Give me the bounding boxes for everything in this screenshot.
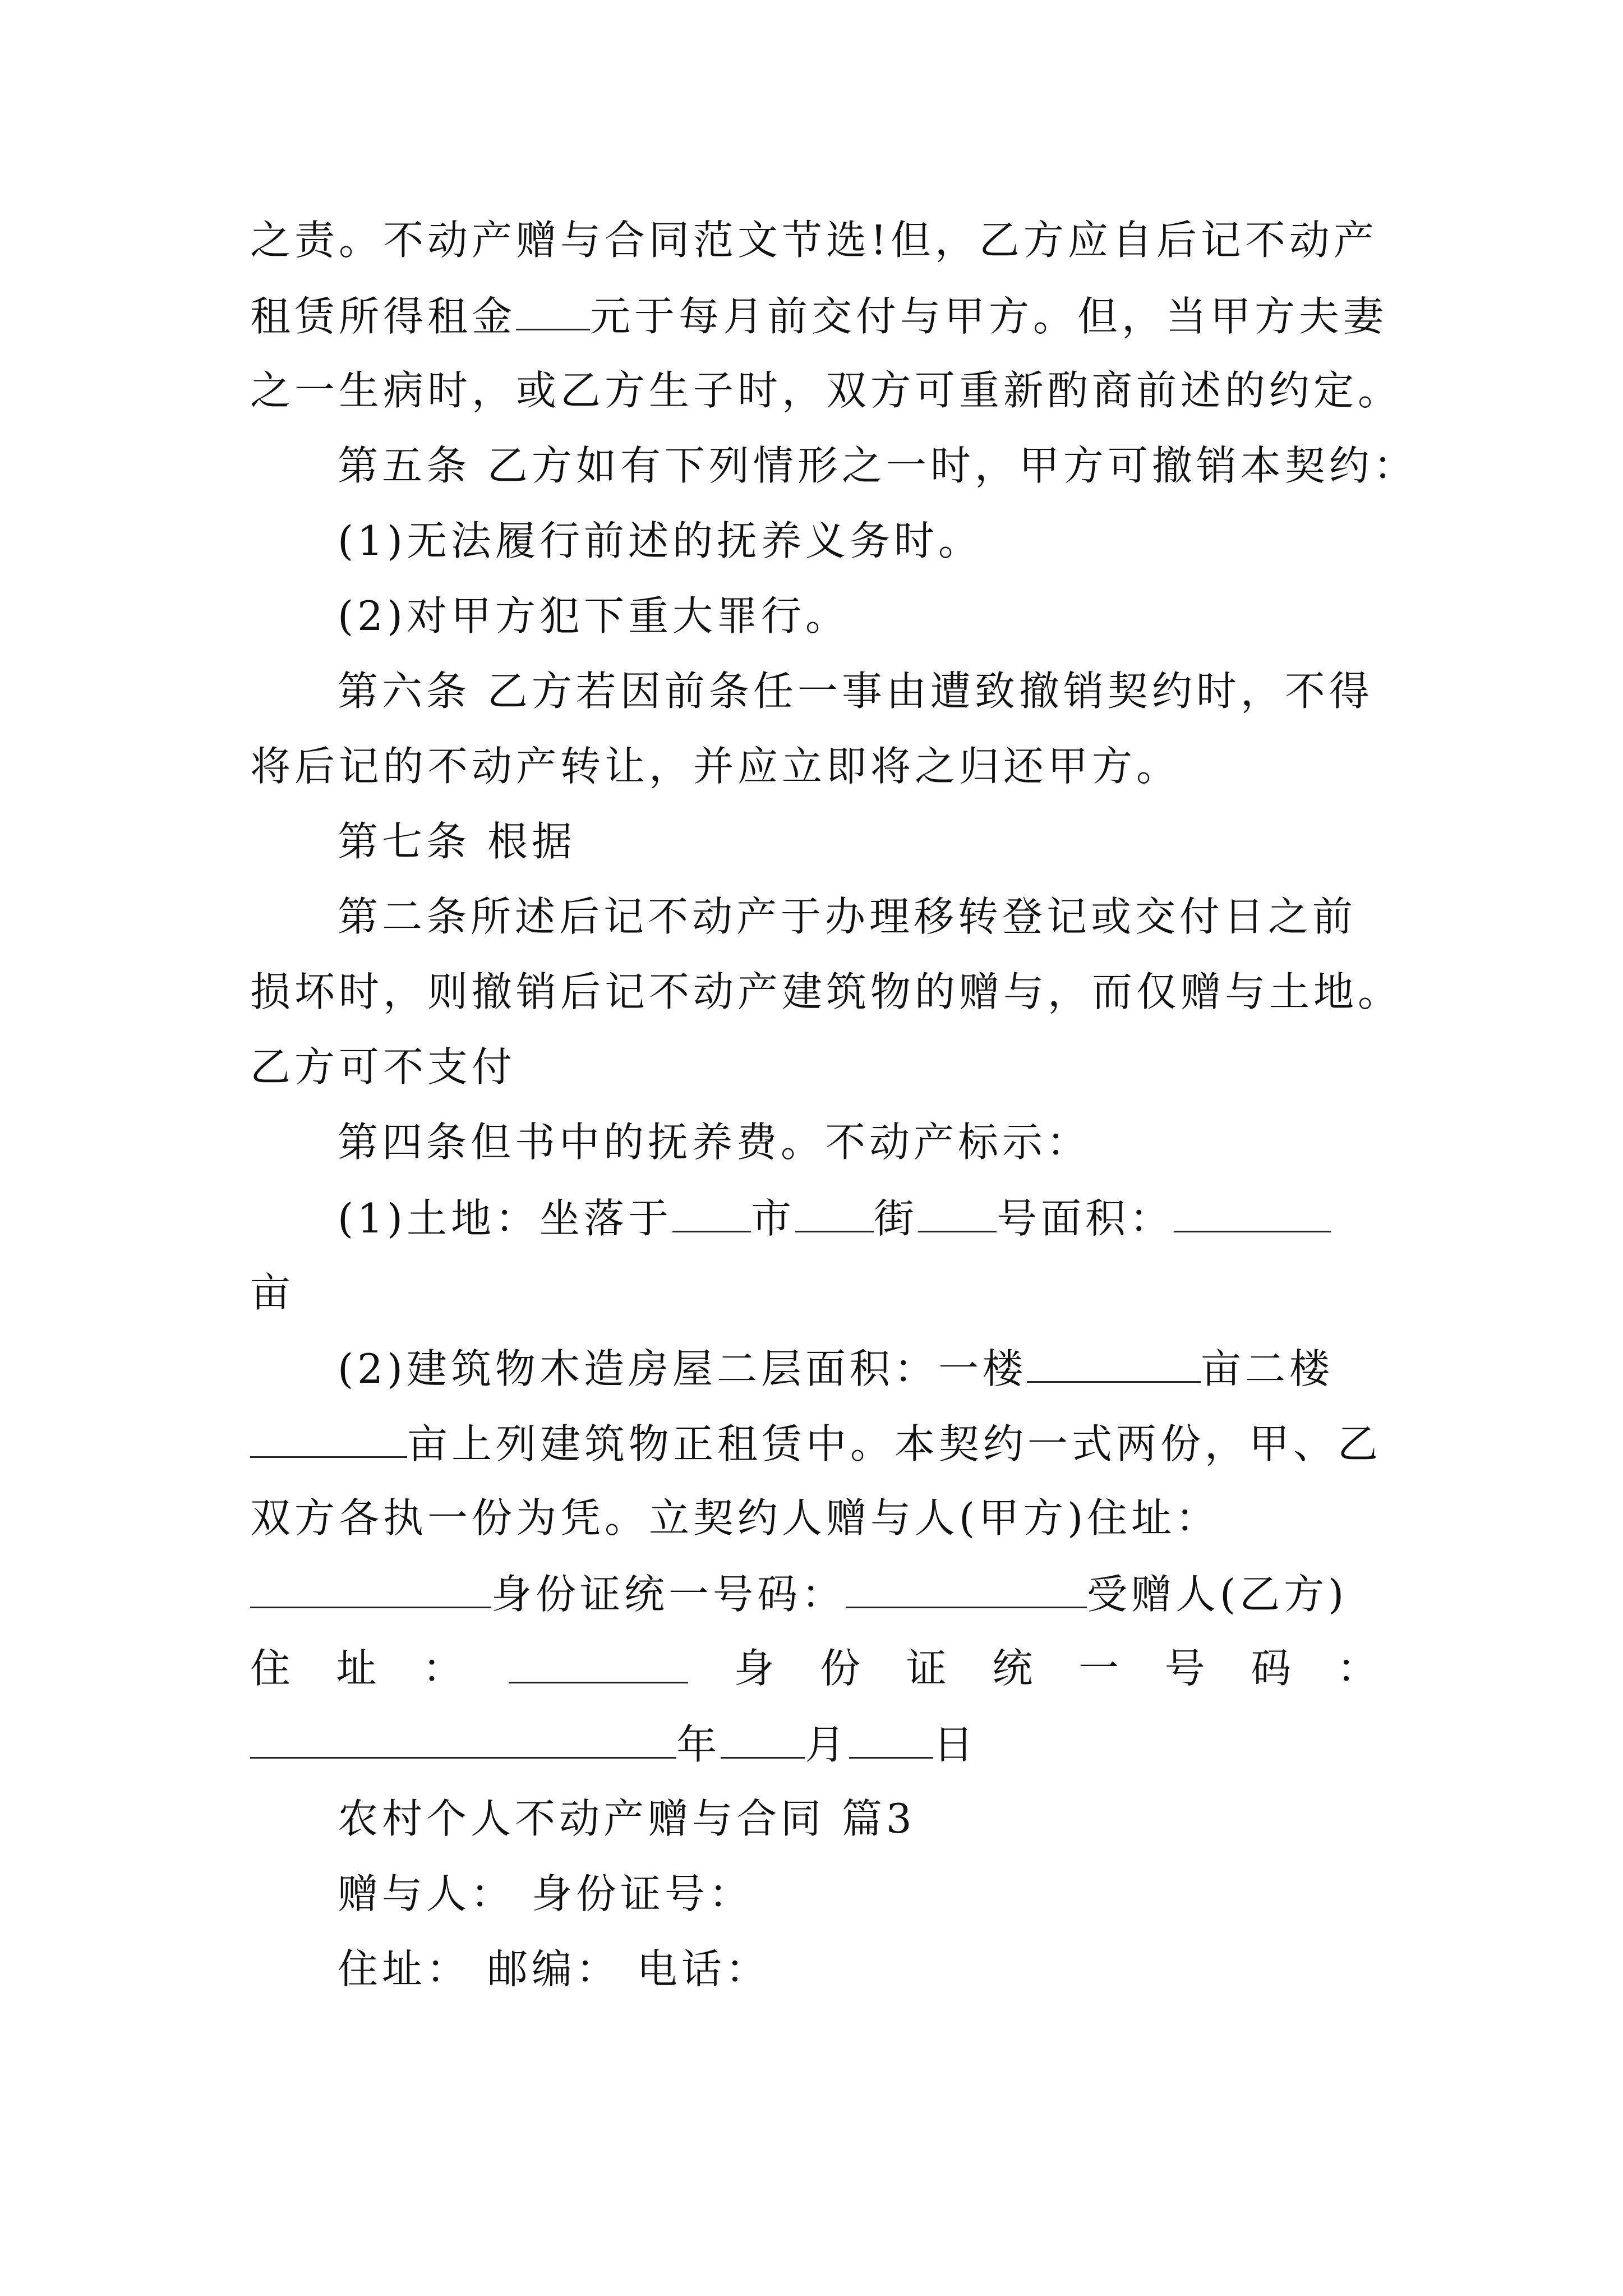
fill-blank xyxy=(1174,1197,1331,1232)
list-item xyxy=(338,592,850,644)
text-line xyxy=(250,968,1403,1020)
line-text: 租赁所得租金 xyxy=(250,293,517,340)
fill-blank xyxy=(795,1197,874,1232)
text-line xyxy=(250,1494,1220,1546)
line-text: 双方各执一份为凭。立契约人赠与人(甲方)住址： xyxy=(250,1494,1220,1542)
line-text: (2)对甲方犯下重大罪行。 xyxy=(338,592,850,639)
line-char: 址 xyxy=(336,1645,377,1692)
line-char: 号 xyxy=(1164,1645,1205,1692)
fill-blank xyxy=(672,1197,751,1232)
fill-blank xyxy=(846,1573,1087,1608)
line-char: ： xyxy=(422,1645,463,1692)
fill-blank xyxy=(250,1723,676,1759)
line-text: 元于每月前交付与甲方。但，当甲方夫妻 xyxy=(590,293,1388,340)
fill-blank xyxy=(250,1423,407,1458)
line-text: 第四条但书中的抚养费。不动产标示： xyxy=(338,1119,1091,1166)
text-line xyxy=(250,1269,295,1320)
line-char: 证 xyxy=(906,1645,947,1692)
line-text: 住址： 邮编： 电话： xyxy=(338,1945,770,1993)
line-text: 第六条 乙方若因前条任一事由遭致撤销契约时，不得 xyxy=(338,668,1373,715)
line-text: 第五条 乙方如有下列情形之一时，甲方可撤销本契约： xyxy=(338,442,1418,489)
text-line xyxy=(250,295,1387,343)
line-text: 之责。不动产赠与合同范文节选!但，乙方应自后记不动产 xyxy=(250,217,1378,264)
line-text: 月 xyxy=(805,1721,850,1768)
line-text: (1)无法履行前述的抚养义务时。 xyxy=(338,517,983,564)
line-text: 日 xyxy=(933,1721,978,1768)
line-text: 赠与人： 身份证号： xyxy=(338,1870,753,1917)
line-text: 乙方可不支付 xyxy=(250,1043,517,1091)
line-char: 身 xyxy=(734,1645,774,1692)
fill-blank xyxy=(721,1723,805,1759)
line-text: 损坏时，则撤销后记不动产建筑物的赠与，而仅赠与土地。 xyxy=(250,968,1403,1015)
clause-heading xyxy=(338,818,576,869)
text-line xyxy=(338,1945,770,1997)
text-line xyxy=(250,743,1181,794)
text-line xyxy=(250,217,1378,268)
line-char: 统 xyxy=(992,1645,1033,1692)
line-text: 之一生病时，或乙方生子时，双方可重新酌商前述的约定。 xyxy=(250,367,1403,414)
line-text: 市 xyxy=(751,1195,796,1242)
date-line xyxy=(250,1723,978,1772)
line-text: (2)建筑物木造房屋二层面积：一楼 xyxy=(338,1345,1027,1392)
line-text: 亩二楼 xyxy=(1201,1345,1334,1392)
line-char: 码 xyxy=(1251,1645,1292,1692)
line-text: 亩上列建筑物正租赁中。本契约一式两份，甲、乙 xyxy=(407,1420,1382,1467)
line-text: 将后记的不动产转让，并应立即将之归还甲方。 xyxy=(250,743,1181,790)
text-line xyxy=(250,1573,1348,1621)
line-char: 份 xyxy=(820,1645,861,1692)
line-text: 年 xyxy=(676,1721,721,1768)
clause-heading xyxy=(338,442,1418,494)
line-text: 亩 xyxy=(250,1269,295,1316)
line-text: 受赠人(乙方) xyxy=(1087,1571,1348,1618)
section-title xyxy=(338,1795,916,1847)
line-text: (1)土地：坐落于 xyxy=(338,1195,672,1242)
text-line xyxy=(338,1870,753,1922)
line-char: 一 xyxy=(1078,1645,1119,1692)
fill-blank xyxy=(516,295,590,330)
text-line xyxy=(250,1043,517,1095)
fill-blank xyxy=(1027,1347,1201,1383)
fill-blank xyxy=(918,1197,997,1232)
text-line-justified xyxy=(250,1645,1377,1696)
clause-heading xyxy=(338,668,1373,719)
line-text: 第七条 根据 xyxy=(338,818,576,865)
text-line xyxy=(250,367,1403,418)
line-text: 街 xyxy=(874,1195,919,1242)
line-char: 住 xyxy=(250,1645,291,1692)
text-line xyxy=(338,893,1357,945)
list-item xyxy=(338,1347,1334,1396)
text-line xyxy=(250,1420,1382,1471)
line-text: 身份证统一号码： xyxy=(491,1571,846,1618)
text-line xyxy=(338,1119,1091,1170)
line-text: 第二条所述后记不动产于办理移转登记或交付日之前 xyxy=(338,893,1357,940)
fill-blank xyxy=(849,1723,933,1759)
list-item xyxy=(338,1197,1331,1245)
line-char: ： xyxy=(1336,1645,1377,1692)
fill-blank xyxy=(250,1573,491,1608)
list-item xyxy=(338,517,983,569)
fill-blank xyxy=(509,1648,688,1683)
line-text: 农村个人不动产赠与合同 篇3 xyxy=(338,1795,916,1842)
line-text: 号面积： xyxy=(997,1195,1174,1242)
